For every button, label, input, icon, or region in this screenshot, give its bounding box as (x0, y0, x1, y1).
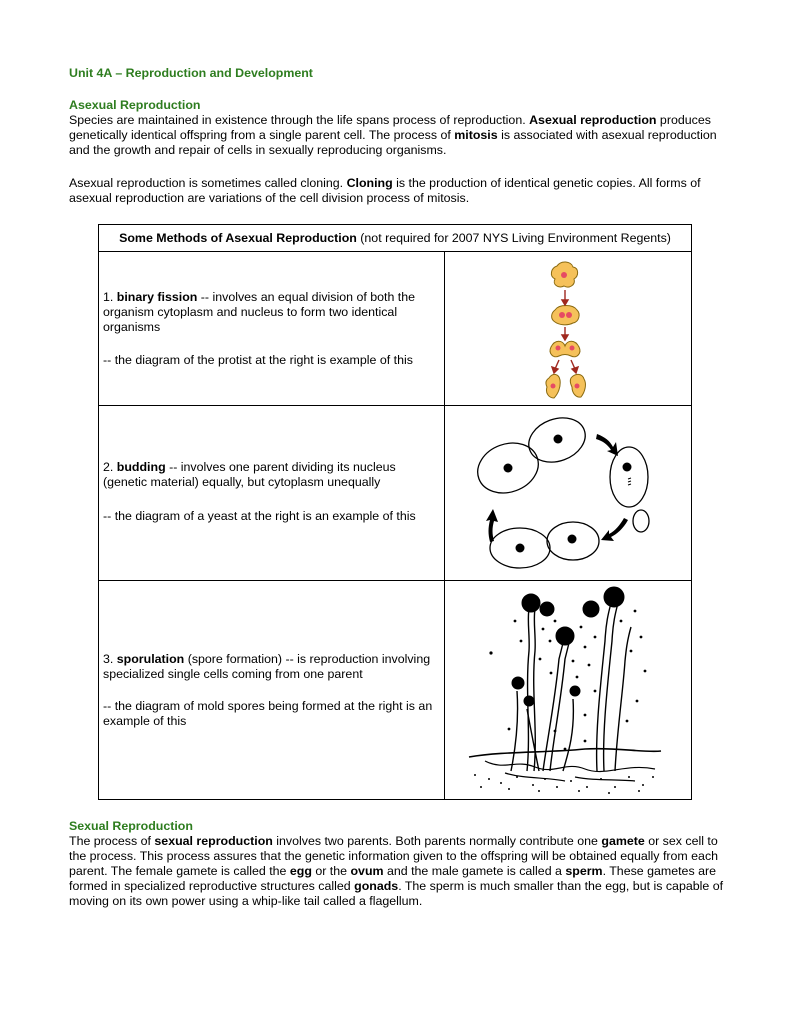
text-span: Species are maintained in existence through the life spans process of reproduction. (69, 113, 530, 127)
table-row-sporulation (99, 581, 691, 799)
row-description (103, 652, 438, 682)
text-span: The process of (69, 834, 155, 848)
asexual-methods-table (98, 224, 692, 800)
document-title: Unit 4A – Reproduction and Development (69, 66, 313, 80)
text-span: . The sperm is much smaller than the egg, but is capable of moving on its own power using a whip-like tail called a flagellum. (69, 879, 724, 908)
mold-spores-illustration (445, 581, 691, 799)
row-description (103, 460, 438, 490)
text-span: and the male gamete is called a (383, 864, 566, 878)
method-term: sporulation (116, 652, 185, 666)
text-span: or the (311, 864, 351, 878)
table-header-note: (not required for 2007 NYS Living Environment Regents) (356, 231, 671, 245)
row-number: 2. (103, 460, 117, 474)
sexual-heading: Sexual Reproduction (69, 819, 193, 833)
row-note: -- the diagram of the protist at the right is example of this (103, 353, 413, 367)
row-text-cell (99, 252, 445, 405)
bold-term: egg (289, 864, 312, 878)
asexual-heading: Asexual Reproduction (69, 98, 201, 112)
text-span: involves two parents. Both parents normally contribute one (272, 834, 602, 848)
method-term: budding (116, 460, 166, 474)
text-span: Asexual reproduction is sometimes called cloning. (69, 176, 347, 190)
asexual-paragraph-2 (69, 176, 729, 206)
table-header-bold: Some Methods of Asexual Reproduction (119, 231, 357, 245)
yeast-budding-illustration (445, 406, 691, 580)
bold-term: Asexual reproduction (529, 113, 657, 127)
text-span: is the production of identical genetic copies. All forms of asexual reproduction are variations of the cell division process of mitosis. (69, 176, 701, 205)
method-description: -- involves an equal division of both the organism cytoplasm and nucleus to form two identical organisms (103, 290, 415, 334)
bold-term: mitosis (454, 128, 498, 142)
bold-term: ovum (350, 864, 384, 878)
row-note: -- the diagram of mold spores being formed at the right is an example of this (103, 699, 433, 728)
row-text-cell (99, 581, 445, 799)
bold-term: gonads (354, 879, 399, 893)
table-row-budding (99, 406, 691, 581)
table-row-binary-fission (99, 252, 691, 406)
budding-diagram (445, 406, 691, 580)
binary-fission-diagram (445, 252, 691, 405)
text-span: produces genetically identical offspring from a single parent cell. The process of (69, 113, 711, 142)
asexual-paragraph-1 (69, 113, 729, 158)
row-number: 1. (103, 290, 117, 304)
text-span: . These gametes are formed in specialized reproductive structures called (69, 864, 716, 893)
protist-fission-illustration (445, 252, 691, 405)
sexual-paragraph (69, 834, 729, 909)
bold-term: sperm (565, 864, 603, 878)
bold-term: Cloning (346, 176, 393, 190)
sporulation-diagram (445, 581, 691, 799)
bold-term: sexual reproduction (154, 834, 273, 848)
method-description: (spore formation) -- is reproduction involving specialized single cells coming from one parent (103, 652, 431, 681)
method-description: -- involves one parent dividing its nucleus (genetic material) equally, but cytoplasm unequally (103, 460, 396, 489)
text-span: or sex cell to the process. This process assures that the genetic information given to the offspring will be obtained equally from each parent. The female gamete is called the (69, 834, 719, 878)
row-note: -- the diagram of a yeast at the right is an example of this (103, 509, 416, 523)
table-header (99, 225, 691, 252)
row-number: 3. (103, 652, 117, 666)
bold-term: gamete (601, 834, 645, 848)
row-description (103, 290, 438, 335)
row-text-cell (99, 406, 445, 580)
text-span: is associated with asexual reproduction and the growth and repair of cells in sexually reproducing organisms. (69, 128, 717, 157)
method-term: binary fission (116, 290, 198, 304)
